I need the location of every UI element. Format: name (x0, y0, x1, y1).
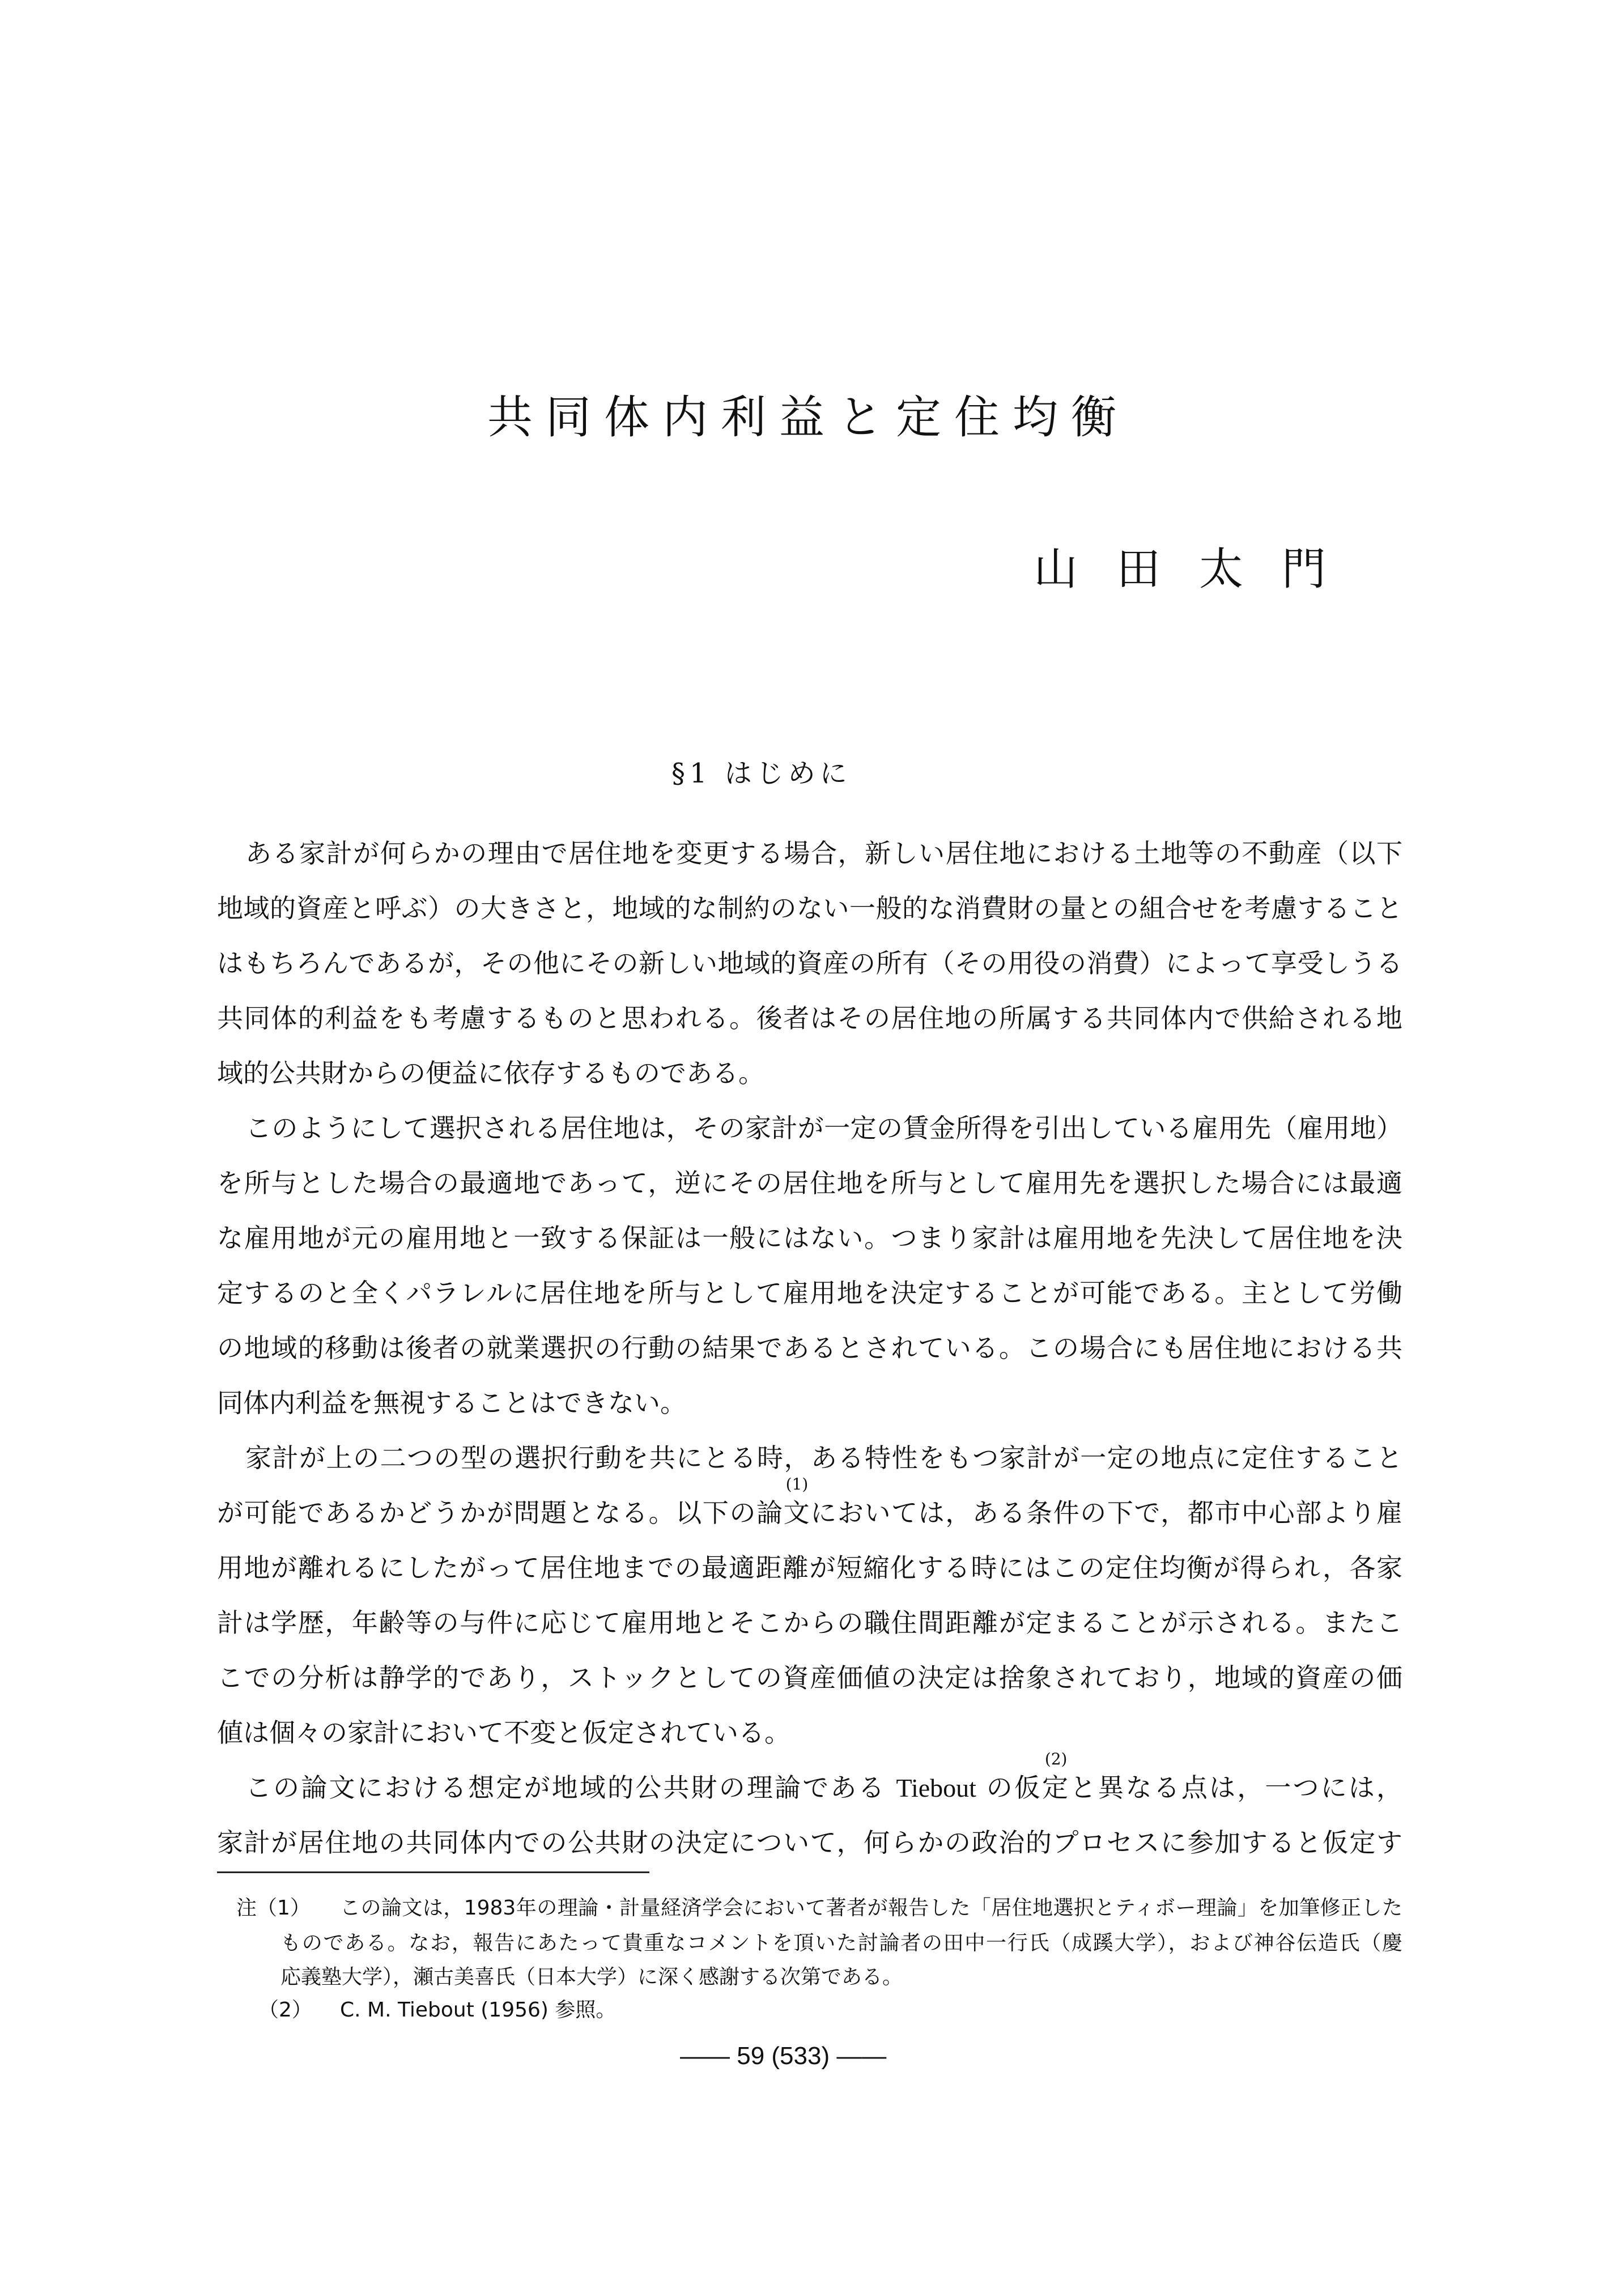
text-line: 域的公共財からの便益に依存するものである。 (217, 1058, 764, 1088)
text-span: と異なる点は，一つには， (1070, 1772, 1403, 1803)
text-line: 家計が居住地の共同体内での公共財の決定について，何らかの政治的プロセスに参加すると仮定す (217, 1827, 1402, 1858)
author-name: 山田太門 (1034, 544, 1365, 595)
text-line: 共同体的利益をも考慮するものと思われる。後者はその居住地の所属する共同体内で供給される地 (217, 1003, 1402, 1033)
text-line: 計は学歴，年齢等の与件に応じて雇用地とそこからの職住間距離が定まることが示される。またこ (217, 1607, 1403, 1638)
text-line-with-footnote-ref (217, 1475, 1402, 1541)
text-line-with-footnote-ref (217, 1750, 1403, 1815)
footnote-1-line: 応義塾大学），瀬古美喜氏（日本大学）に深く感謝する次第である。 (280, 1966, 903, 1989)
body-text (217, 826, 1402, 1870)
text-line: を所与とした場合の最適地であって，逆にその居住地を所与として雇用先を選択した場合には最適 (217, 1168, 1402, 1198)
text-line: 地域的資産と呼ぶ）の大きさと，地域的な制約のない一般的な消費財の量との組合せを考慮すること (217, 893, 1402, 924)
footnote-2-label: （2） (258, 1998, 312, 2022)
text-line: 定するのと全くパラレルに居住地を所与として雇用地を決定することが可能である。主として労働 (217, 1278, 1402, 1308)
footnote-1-line: この論文は，1983年の理論・計量経済学会において著者が報告した「居住地選択とティボー理論」を加筆修正した (340, 1896, 1402, 1920)
footnote-ref-2[interactable]: (2) (1044, 1750, 1068, 1768)
section-heading: §1 はじめに (671, 758, 852, 789)
page-number: —— 59 (533) —— (680, 2042, 887, 2070)
text-line: このようにして選択される居住地は，その家計が一定の賃金所得を引出している雇用先（雇用地） (245, 1113, 1402, 1143)
text-line: 値は個々の家計において不変と仮定されている。 (217, 1717, 790, 1748)
text-span: この論文における想定が地域的公共財の理論である (245, 1772, 896, 1803)
text-span: 文 (783, 1498, 811, 1528)
text-line: 同体内利益を無視することはできない。 (217, 1388, 686, 1418)
text-line: こでの分析は静学的であり，ストックとしての資産価値の決定は捨象されており，地域的資産の価 (217, 1662, 1402, 1693)
footnote-1-label: 注（1） (236, 1896, 311, 1920)
text-span: においては，ある条件の下で，都市中心部より雇 (810, 1498, 1402, 1528)
author-name-ref: Tiebout (896, 1773, 976, 1802)
text-line: はもちろんであるが，その他にその新しい地域的資産の所有（その用役の消費）によって享受しうる (217, 948, 1402, 979)
text-line: な雇用地が元の雇用地と一致する保証は一般にはない。つまり家計は雇用地を先決して居住地を決 (217, 1223, 1402, 1253)
text-line: の地域的移動は後者の就業選択の行動の結果であるとされている。この場合にも居住地における共 (217, 1333, 1402, 1363)
footnote-2-text: C. M. Tiebout (1956) 参照。 (340, 1998, 617, 2022)
text-span: 定 (1042, 1772, 1070, 1803)
text-span: が可能であるかどうかが問題となる。以下の論 (217, 1498, 784, 1528)
footnote-divider (217, 1871, 649, 1873)
text-span: の仮 (976, 1772, 1043, 1803)
text-line: ある家計が何らかの理由で居住地を変更する場合，新しい居住地における土地等の不動産（以下 (245, 838, 1402, 869)
footnote-1-line: ものである。なお，報告にあたって貴重なコメントを頂いた討論者の田中一行氏（成蹊大学），および神谷伝造氏（慶 (280, 1932, 1402, 1955)
footnote-ref-1[interactable]: (1) (785, 1475, 809, 1494)
paper-title: 共同体内利益と定住均衡 (487, 391, 1129, 444)
text-line: 用地が離れるにしたがって居住地までの最適距離が短縮化する時にはこの定住均衡が得られ，各家 (217, 1552, 1402, 1583)
text-line: 家計が上の二つの型の選択行動を共にとる時，ある特性をもつ家計が一定の地点に定住すること (245, 1443, 1402, 1473)
